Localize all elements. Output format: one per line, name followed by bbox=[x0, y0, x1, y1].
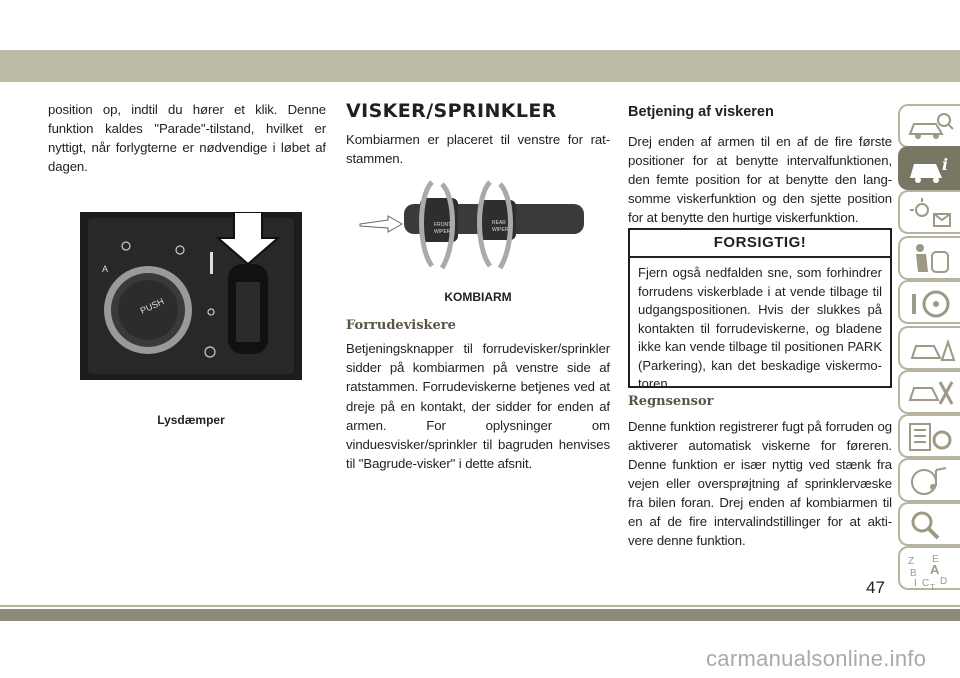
tab-index-search[interactable] bbox=[898, 502, 960, 546]
windshield-wipers-paragraph: Betjeningsknapper til forrudevisker/sprinkler sidder på kombiarmen på venstre side af ratstammen. Forrudeviskerne betjenes ved at dreje på en kontakt, der sidder for enden af armen. For oplysninger om vinduesvisker/sprinkler til bagruden henvises til "Bagrude-visker" i dette afsnit. bbox=[346, 341, 610, 472]
index-letter-t: T bbox=[930, 583, 935, 590]
page-number: 47 bbox=[866, 578, 885, 597]
car-tools-icon bbox=[906, 376, 956, 410]
tab-warning-lights[interactable] bbox=[898, 190, 960, 234]
footer-band bbox=[0, 609, 960, 621]
specs-gear-icon bbox=[906, 420, 956, 454]
section-title: VISKER/SPRINKLER bbox=[346, 100, 557, 122]
caution-title: FORSIGTIG! bbox=[630, 230, 890, 258]
middle-figure-caption: KOMBIARM bbox=[444, 290, 512, 304]
tab-emergency[interactable] bbox=[898, 326, 960, 370]
warning-lights-icon bbox=[906, 196, 956, 230]
index-letter-z: Z bbox=[908, 556, 915, 567]
tab-car-overview[interactable] bbox=[898, 104, 960, 148]
right-column bbox=[628, 104, 892, 227]
index-alphabet-icon bbox=[906, 552, 956, 590]
index-letter-i: I bbox=[914, 578, 917, 589]
tab-getting-to-know[interactable] bbox=[898, 146, 960, 190]
windshield-wipers-heading: Forrudeviskere bbox=[346, 318, 456, 333]
airbag-seat-icon bbox=[906, 242, 956, 276]
rear-label: REAR bbox=[492, 220, 506, 226]
wiper-operation-heading: Betjening af viskeren bbox=[628, 104, 774, 120]
car-road-icon bbox=[906, 332, 956, 366]
rain-sensor-heading: Regnsensor bbox=[628, 394, 714, 409]
push-label: PUSH bbox=[138, 296, 166, 316]
windshield-wipers-section bbox=[346, 318, 610, 473]
search-icon bbox=[906, 508, 956, 542]
auto-label: A bbox=[102, 264, 109, 274]
tab-technical-specs[interactable] bbox=[898, 414, 960, 458]
middle-column bbox=[346, 100, 610, 168]
caution-box bbox=[628, 228, 892, 391]
tab-safety[interactable] bbox=[898, 236, 960, 280]
front-label: FRONT bbox=[434, 222, 452, 228]
multimedia-icon bbox=[906, 464, 956, 498]
tab-starting-operating[interactable] bbox=[898, 280, 960, 324]
headlamp-switch-figure bbox=[80, 212, 302, 380]
steering-wheel-icon bbox=[906, 286, 956, 320]
tab-servicing[interactable] bbox=[898, 370, 960, 414]
rain-sensor-paragraph: Denne funktion registrerer fugt på forruden og aktiverer automatisk viskerne for føreren. Denne funktion er især nyttig ved stænk fra vejen eller oversprøjtning af sprinklervæske fra bilen foran. Drej enden af kombiarmen til en af de fire intervalindstillinger for at akti-vere denne funktion. bbox=[628, 419, 892, 548]
index-letter-d: D bbox=[940, 576, 948, 587]
rear-wiper-label: WIPER bbox=[492, 227, 509, 233]
footer-line bbox=[0, 605, 960, 607]
tab-alphabetical-index[interactable] bbox=[898, 546, 960, 590]
combination-lever-figure bbox=[358, 176, 588, 276]
svg-text:i: i bbox=[942, 155, 949, 174]
wiper-label: WIPER bbox=[434, 229, 451, 235]
car-magnifier-icon bbox=[906, 110, 956, 144]
tab-multimedia[interactable] bbox=[898, 458, 960, 502]
wiper-operation-paragraph: Drej enden af armen til en af de fire første positioner for at benytte intervalfunktionen, den femte position for at benytte den lang-somme viskerfunktion og den sjette position for at benytte den hurtige viskerfunktion. bbox=[628, 134, 892, 225]
index-letter-e: E bbox=[932, 554, 939, 565]
index-letter-a: A bbox=[930, 562, 940, 577]
left-paragraph: position op, indtil du hører et klik. Denne funktion kaldes "Parade"-tilstand, hvilket er nyttigt, når forlygterne er nødvendige i løbet af dagen. bbox=[48, 102, 326, 174]
watermark: carmanualsonline.info bbox=[706, 646, 927, 671]
car-info-icon bbox=[906, 152, 956, 186]
left-figure-caption: Lysdæmper bbox=[157, 413, 225, 427]
header-band bbox=[0, 50, 960, 82]
index-letter-b: B bbox=[910, 568, 917, 579]
rain-sensor-section bbox=[628, 394, 892, 550]
left-column bbox=[48, 100, 326, 176]
index-letter-c: C bbox=[922, 578, 930, 589]
middle-intro: Kombiarmen er placeret til venstre for rat-stammen. bbox=[346, 132, 610, 166]
caution-text: Fjern også nedfalden sne, som forhindrer forrudens viskerblade i at vende tilbage til udgangspositionen. Hvis der slukkes på kontakten til forrudeviskerne, og bladene ikke kan vende tilbage til positionen PARK (Parkering), kan det beskadige viskermo-toren. bbox=[638, 265, 882, 391]
